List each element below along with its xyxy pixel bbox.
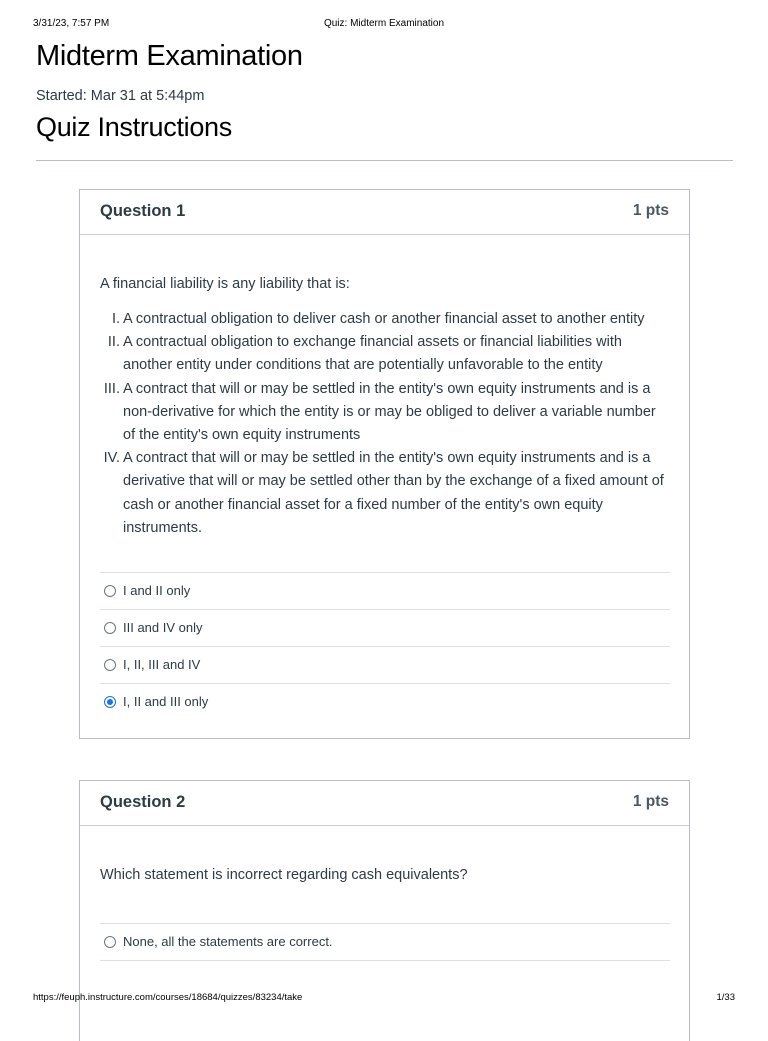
statement-text: A contractual obligation to deliver cash or another financial asset to another entity	[123, 311, 645, 327]
answer-label[interactable]: III and IV only	[123, 620, 203, 635]
answer-label[interactable]: I, II, III and IV	[123, 657, 201, 672]
question-card-1	[79, 189, 690, 739]
statement-item	[100, 447, 670, 540]
question-text: A financial liability is any liability that is:	[100, 276, 350, 292]
statement-text: A contractual obligation to exchange financial assets or financial liabilities with another entity under conditions that are potentially unfavorable to the entity	[123, 334, 622, 374]
print-datetime: 3/31/23, 7:57 PM	[33, 18, 110, 29]
started-timestamp: Started: Mar 31 at 5:44pm	[36, 88, 205, 104]
question-title: Question 1	[100, 202, 186, 220]
answer-option[interactable]	[100, 684, 670, 720]
answer-list	[100, 572, 670, 720]
print-header	[33, 18, 735, 32]
page-number: 1/33	[716, 992, 735, 1003]
statement-list	[100, 308, 670, 540]
radio-button[interactable]	[104, 585, 116, 597]
statement-numeral: II.	[107, 334, 120, 351]
answer-label[interactable]: I, II and III only	[123, 694, 209, 709]
question-points: 1 pts	[632, 202, 669, 219]
header-divider	[36, 160, 733, 161]
radio-button[interactable]	[104, 659, 116, 671]
question-title: Question 2	[100, 793, 186, 811]
answer-option[interactable]	[100, 610, 670, 647]
question-text: Which statement is incorrect regarding cash equivalents?	[100, 867, 468, 883]
statement-item	[100, 308, 670, 331]
radio-button-selected[interactable]	[104, 696, 116, 708]
answer-label[interactable]: None, all the statements are correct.	[123, 934, 333, 949]
print-footer	[33, 992, 735, 1006]
question-points: 1 pts	[632, 793, 669, 810]
print-title: Quiz: Midterm Examination	[323, 18, 445, 29]
page-url: https://feuph.instructure.com/courses/18684/quizzes/83234/take	[33, 992, 303, 1003]
statement-item	[100, 378, 670, 448]
statement-numeral: I.	[111, 311, 120, 327]
radio-button[interactable]	[104, 622, 116, 634]
page-title: Midterm Examination	[36, 40, 303, 72]
question-header	[80, 781, 689, 826]
answer-label[interactable]: I and II only	[123, 583, 191, 598]
answer-option[interactable]	[100, 647, 670, 684]
question-header	[80, 190, 689, 235]
quiz-instructions-heading: Quiz Instructions	[36, 112, 232, 142]
answer-option[interactable]	[100, 924, 670, 961]
statement-numeral: III.	[103, 380, 120, 397]
statement-item	[100, 331, 670, 377]
statement-text: A contract that will or may be settled in the entity's own equity instruments and is a derivative that will or may be settled other than by the exchange of a fixed amount of cash or another financial asset for a fixed number of the entity's own equity instruments.	[123, 450, 664, 536]
statement-numeral: IV.	[103, 450, 120, 467]
radio-button[interactable]	[104, 936, 116, 948]
statement-text: A contract that will or may be settled in the entity's own equity instruments and is a non-derivative for which the entity is or may be obliged to deliver a variable number of the entity's own equity instruments	[123, 380, 656, 444]
answer-option[interactable]	[100, 573, 670, 610]
answer-list	[100, 923, 670, 961]
